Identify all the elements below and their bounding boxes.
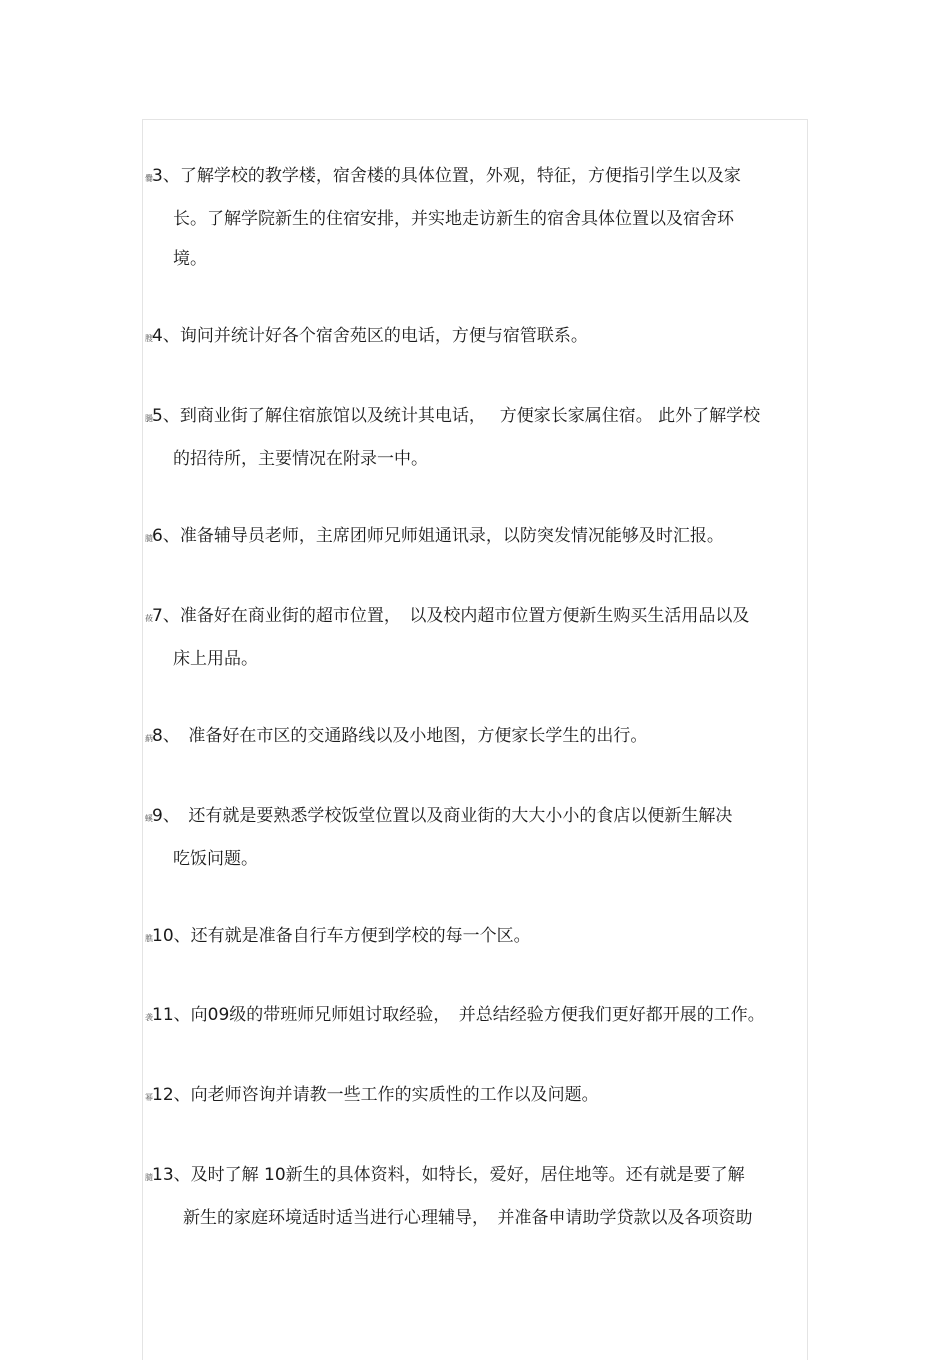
item-text: 3、了解学校的教学楼，宿舍楼的具体位置，外观，特征，方便指引学生以及家	[152, 166, 741, 186]
item-text: 11、向09级的带班师兄师姐讨取经验， 并总结经验方便我们更好都开展的工作。	[152, 1005, 765, 1025]
item-line	[145, 396, 805, 439]
item-line	[145, 995, 805, 1038]
item-text: 4、询问并统计好各个宿舍苑区的电话，方便与宿管联系。	[152, 326, 588, 346]
item-text: 10、还有就是准备自行车方便到学校的每一个区。	[152, 926, 531, 946]
margin-mark: 膼	[145, 414, 152, 423]
item-line	[145, 716, 805, 759]
item-text: 13、及时了解 10新生的具体资料，如特长，爱好，居住地等。还有就是要了解	[152, 1165, 745, 1185]
item-line: 长。了解学院新生的住宿安排，并实地走访新生的宿舍具体位置以及宿舍环	[173, 209, 734, 229]
item-line: 境。	[173, 249, 207, 269]
list-item-13	[145, 1155, 805, 1238]
list-item-11	[145, 995, 805, 1038]
item-line	[145, 796, 805, 839]
item-line	[145, 316, 805, 359]
item-line: 吃饭问题。	[173, 849, 258, 869]
list-item-7	[145, 596, 805, 679]
item-line	[145, 156, 805, 199]
item-line	[145, 1155, 805, 1198]
margin-mark: 膸	[145, 1173, 152, 1182]
margin-mark: 莜	[145, 614, 152, 623]
item-text: 5、到商业街了解住宿旅馆以及统计其电话， 方便家长家属住宿。 此外了解学校	[152, 406, 761, 426]
list-item-10	[145, 916, 805, 959]
margin-mark: 蒳	[145, 734, 152, 743]
item-text: 9、 还有就是要熟悉学校饭堂位置以及商业街的大大小小的食店以便新生解决	[152, 806, 733, 826]
item-text: 7、准备好在商业街的超市位置， 以及校内超市位置方便新生购买生活用品以及	[152, 606, 750, 626]
item-text: 8、 准备好在市区的交通路线以及小地图，方便家长学生的出行。	[152, 726, 648, 746]
margin-mark: 膄	[145, 334, 152, 343]
margin-mark: 膸	[145, 534, 152, 543]
item-text: 6、准备辅导员老师，主席团师兄师姐通讯录，以防突发情况能够及时汇报。	[152, 526, 724, 546]
list-item-6	[145, 516, 805, 559]
margin-mark: 螇	[145, 814, 152, 823]
list-item-5	[145, 396, 805, 479]
margin-mark: 袭	[145, 1013, 152, 1022]
item-line: 床上用品。	[173, 649, 258, 669]
item-line: 的招待所，主要情况在附录一中。	[173, 449, 428, 469]
item-text: 12、向老师咨询并请教一些工作的实质性的工作以及问题。	[152, 1085, 599, 1105]
list-item-8	[145, 716, 805, 759]
margin-mark: 爨	[145, 174, 152, 183]
list-item-3	[145, 156, 805, 279]
item-line: 新生的家庭环境适时适当进行心理辅导， 并准备申请助学贷款以及各项资助	[183, 1208, 753, 1228]
list-item-9	[145, 796, 805, 879]
margin-mark: 幂	[145, 1093, 152, 1102]
list-item-4	[145, 316, 805, 359]
item-line	[145, 516, 805, 559]
list-item-12	[145, 1075, 805, 1118]
item-line	[145, 916, 805, 959]
item-line	[145, 1075, 805, 1118]
item-line	[145, 596, 805, 639]
margin-mark: 膲	[145, 934, 152, 943]
